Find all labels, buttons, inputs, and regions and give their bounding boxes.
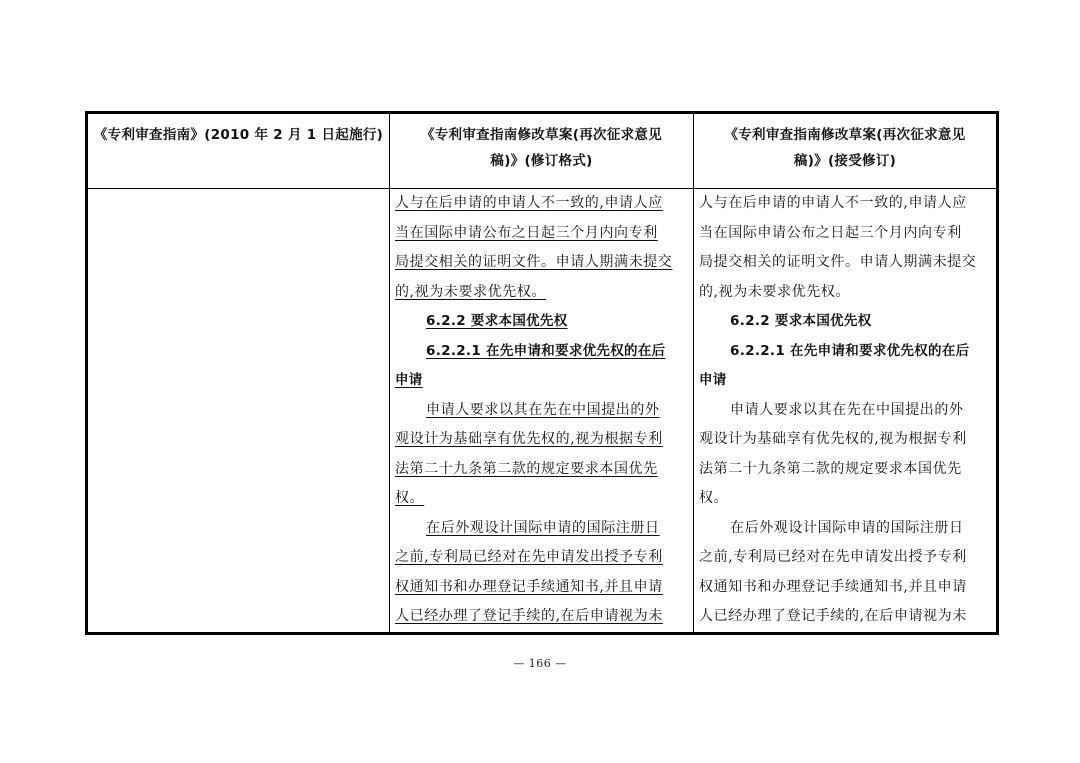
header-draft-tracked (390, 113, 694, 189)
text-line: 观设计为基础享有优先权的,视为根据专利 (395, 431, 663, 447)
section-heading: 6.2.2.1 在先申请和要求优先权的在后 (426, 342, 666, 359)
text-line: 法第二十九条第二款的规定要求本国优先 (395, 460, 658, 477)
text-line: 人已经办理了登记手续的,在后申请视为未 (395, 608, 663, 624)
text-line: 权通知书和办理登记手续通知书,并且申请 (395, 578, 663, 595)
header-line: 《专利审查指南修改草案(再次征求意见 (420, 127, 663, 143)
table-header-row (87, 113, 998, 189)
text-line: 申请人要求以其在先在中国提出的外 (730, 401, 964, 418)
comparison-table (85, 111, 999, 635)
section-heading: 6.2.2 要求本国优先权 (730, 313, 872, 329)
text-line: 当在国际申请公布之日起三个月内向专利 (395, 224, 658, 241)
text-line: 人已经办理了登记手续的,在后申请视为未 (699, 608, 967, 624)
text-line: 当在国际申请公布之日起三个月内向专利 (699, 224, 962, 241)
text-line: 之前,专利局已经对在先申请发出授予专利 (699, 549, 967, 565)
section-heading: 申请 (699, 372, 727, 388)
text-line: 人与在后申请的申请人不一致的,申请人应 (699, 195, 967, 211)
section-heading: 6.2.2.1 在先申请和要求优先权的在后 (730, 342, 970, 359)
text-line: 法第二十九条第二款的规定要求本国优先 (699, 460, 962, 477)
header-line: 稿)》(修订格式) (490, 153, 593, 169)
cell-draft-tracked (390, 189, 694, 634)
cell-draft-accepted (694, 189, 998, 634)
text-line: 在后外观设计国际申请的国际注册日 (730, 519, 964, 536)
text-line: 观设计为基础享有优先权的,视为根据专利 (699, 431, 967, 447)
text-line: 的,视为未要求优先权。 (699, 283, 851, 300)
text-line: 的,视为未要求优先权。 (395, 283, 547, 300)
text-line: 权。 (395, 490, 425, 506)
section-heading: 申请 (395, 372, 423, 388)
cell-original-guideline (87, 189, 390, 634)
header-line: 稿)》(接受修订) (793, 153, 897, 169)
table-body-row (87, 189, 998, 634)
header-original-guideline (87, 113, 390, 189)
text-line: 局提交相关的证明文件。申请人期满未提交 (699, 254, 977, 270)
header-line: 《专利审查指南》(2010 年 2 月 1 日起施行) (93, 127, 384, 143)
text-line: 权通知书和办理登记手续通知书,并且申请 (699, 578, 967, 595)
header-line: 《专利审查指南修改草案(再次征求意见 (724, 127, 966, 143)
text-line: 申请人要求以其在先在中国提出的外 (426, 401, 660, 418)
page-number: — 166 — (513, 657, 567, 670)
text-line: 局提交相关的证明文件。申请人期满未提交 (395, 254, 673, 270)
section-heading: 6.2.2 要求本国优先权 (426, 313, 568, 329)
text-line: 权。 (699, 490, 729, 506)
text-line: 在后外观设计国际申请的国际注册日 (426, 519, 660, 536)
header-draft-accepted (694, 113, 998, 189)
text-line: 之前,专利局已经对在先申请发出授予专利 (395, 549, 663, 565)
text-line: 人与在后申请的申请人不一致的,申请人应 (395, 195, 663, 211)
